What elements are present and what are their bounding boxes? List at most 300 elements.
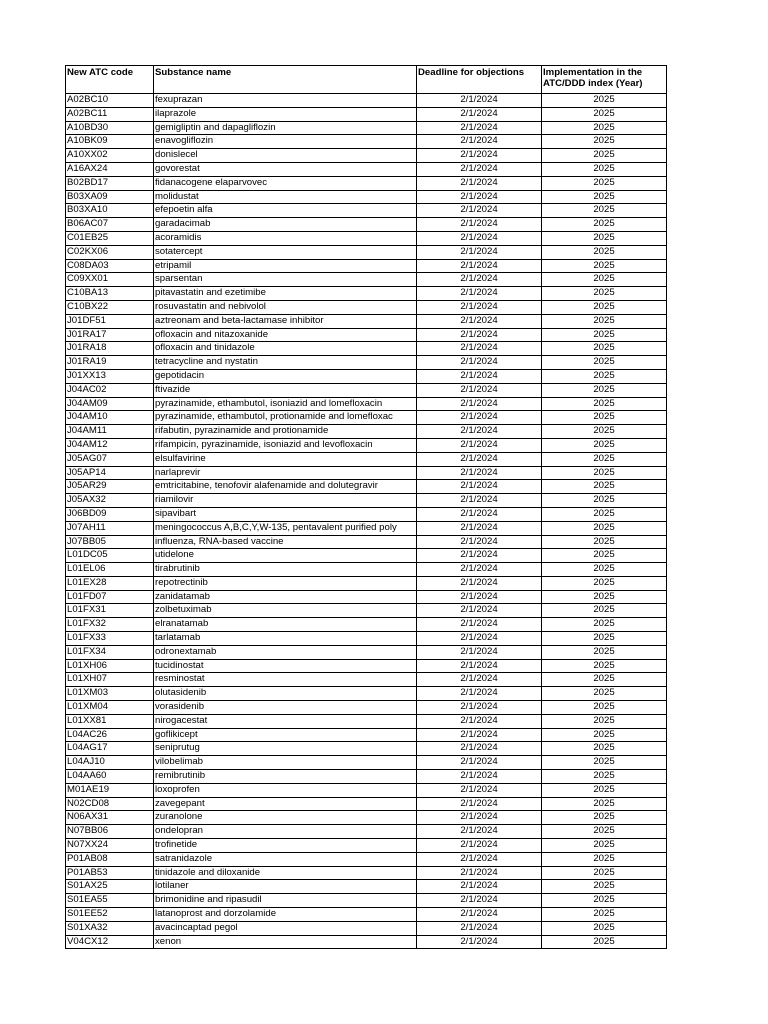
table-row — [66, 411, 667, 425]
table-row — [66, 687, 667, 701]
substance-name-cell: brimonidine and ripasudil — [154, 894, 417, 908]
table-row — [66, 921, 667, 935]
atc-code-cell: A10XX02 — [66, 149, 154, 163]
table-row — [66, 563, 667, 577]
deadline-cell: 2/1/2024 — [417, 852, 542, 866]
substance-name-cell: avacincaptad pegol — [154, 921, 417, 935]
deadline-cell: 2/1/2024 — [417, 770, 542, 784]
implementation-year-cell: 2025 — [542, 480, 667, 494]
table-row — [66, 425, 667, 439]
table-row — [66, 701, 667, 715]
implementation-year-cell: 2025 — [542, 811, 667, 825]
deadline-cell: 2/1/2024 — [417, 342, 542, 356]
substance-name-cell: repotrectinib — [154, 576, 417, 590]
atc-code-cell: J05AR29 — [66, 480, 154, 494]
deadline-cell: 2/1/2024 — [417, 149, 542, 163]
atc-code-cell: N06AX31 — [66, 811, 154, 825]
table-row — [66, 811, 667, 825]
deadline-cell: 2/1/2024 — [417, 563, 542, 577]
atc-code-cell: B03XA10 — [66, 204, 154, 218]
substance-name-cell: zolbetuximab — [154, 604, 417, 618]
implementation-year-cell: 2025 — [542, 107, 667, 121]
substance-name-cell: trofinetide — [154, 839, 417, 853]
deadline-cell: 2/1/2024 — [417, 742, 542, 756]
atc-code-cell: L01EL06 — [66, 563, 154, 577]
substance-name-cell: ondelopran — [154, 825, 417, 839]
atc-code-cell: L01FX33 — [66, 632, 154, 646]
deadline-cell: 2/1/2024 — [417, 162, 542, 176]
atc-code-cell: M01AE19 — [66, 783, 154, 797]
implementation-year-cell: 2025 — [542, 411, 667, 425]
deadline-cell: 2/1/2024 — [417, 728, 542, 742]
atc-code-cell: C09XX01 — [66, 273, 154, 287]
table-row — [66, 231, 667, 245]
table-row — [66, 756, 667, 770]
implementation-year-cell: 2025 — [542, 190, 667, 204]
deadline-cell: 2/1/2024 — [417, 618, 542, 632]
table-row — [66, 190, 667, 204]
atc-code-cell: A16AX24 — [66, 162, 154, 176]
table-row — [66, 149, 667, 163]
implementation-year-cell: 2025 — [542, 742, 667, 756]
substance-name-cell: resminostat — [154, 673, 417, 687]
table-row — [66, 576, 667, 590]
implementation-year-cell: 2025 — [542, 618, 667, 632]
substance-name-cell: rifampicin, pyrazinamide, isoniazid and levofloxacin — [154, 438, 417, 452]
implementation-year-cell: 2025 — [542, 549, 667, 563]
substance-name-cell: olutasidenib — [154, 687, 417, 701]
implementation-year-cell: 2025 — [542, 839, 667, 853]
table-row — [66, 590, 667, 604]
header-deadline: Deadline for objections — [417, 66, 542, 94]
deadline-cell: 2/1/2024 — [417, 107, 542, 121]
substance-name-cell: garadacimab — [154, 218, 417, 232]
table-row — [66, 742, 667, 756]
implementation-year-cell: 2025 — [542, 218, 667, 232]
substance-name-cell: tarlatamab — [154, 632, 417, 646]
substance-name-cell: vilobelimab — [154, 756, 417, 770]
deadline-cell: 2/1/2024 — [417, 756, 542, 770]
substance-name-cell: xenon — [154, 935, 417, 949]
table-row — [66, 728, 667, 742]
atc-code-cell: L04AG17 — [66, 742, 154, 756]
implementation-year-cell: 2025 — [542, 563, 667, 577]
implementation-year-cell: 2025 — [542, 328, 667, 342]
table-row — [66, 507, 667, 521]
table-row — [66, 259, 667, 273]
table-row — [66, 162, 667, 176]
substance-name-cell: enavogliflozin — [154, 135, 417, 149]
atc-code-cell: J07BB05 — [66, 535, 154, 549]
atc-code-cell: L01FX31 — [66, 604, 154, 618]
deadline-cell: 2/1/2024 — [417, 494, 542, 508]
deadline-cell: 2/1/2024 — [417, 811, 542, 825]
deadline-cell: 2/1/2024 — [417, 549, 542, 563]
atc-code-cell: B02BD17 — [66, 176, 154, 190]
table-row — [66, 714, 667, 728]
implementation-year-cell: 2025 — [542, 135, 667, 149]
atc-code-cell: L01XM04 — [66, 701, 154, 715]
atc-code-cell: L01XH06 — [66, 659, 154, 673]
substance-name-cell: rosuvastatin and nebivolol — [154, 300, 417, 314]
substance-name-cell: ofloxacin and nitazoxanide — [154, 328, 417, 342]
table-row — [66, 894, 667, 908]
substance-name-cell: fexuprazan — [154, 94, 417, 108]
deadline-cell: 2/1/2024 — [417, 687, 542, 701]
deadline-cell: 2/1/2024 — [417, 356, 542, 370]
substance-name-cell: elsulfavirine — [154, 452, 417, 466]
deadline-cell: 2/1/2024 — [417, 576, 542, 590]
atc-code-cell: J01RA18 — [66, 342, 154, 356]
substance-name-cell: fidanacogene elaparvovec — [154, 176, 417, 190]
table-row — [66, 466, 667, 480]
deadline-cell: 2/1/2024 — [417, 411, 542, 425]
atc-code-cell: J04AC02 — [66, 383, 154, 397]
deadline-cell: 2/1/2024 — [417, 659, 542, 673]
atc-code-cell: B06AC07 — [66, 218, 154, 232]
atc-code-cell: P01AB53 — [66, 866, 154, 880]
table-row — [66, 218, 667, 232]
table-row — [66, 480, 667, 494]
table-row — [66, 452, 667, 466]
implementation-year-cell: 2025 — [542, 356, 667, 370]
deadline-cell: 2/1/2024 — [417, 397, 542, 411]
table-row — [66, 383, 667, 397]
implementation-year-cell: 2025 — [542, 659, 667, 673]
deadline-cell: 2/1/2024 — [417, 94, 542, 108]
implementation-year-cell: 2025 — [542, 756, 667, 770]
implementation-year-cell: 2025 — [542, 825, 667, 839]
header-implementation-year: Implementation in the ATC/DDD index (Year) — [542, 66, 667, 94]
deadline-cell: 2/1/2024 — [417, 714, 542, 728]
implementation-year-cell: 2025 — [542, 383, 667, 397]
implementation-year-cell: 2025 — [542, 783, 667, 797]
table-row — [66, 176, 667, 190]
atc-code-cell: N07XX24 — [66, 839, 154, 853]
substance-name-cell: goflikicept — [154, 728, 417, 742]
substance-name-cell: sotatercept — [154, 245, 417, 259]
deadline-cell: 2/1/2024 — [417, 921, 542, 935]
table-row — [66, 645, 667, 659]
substance-name-cell: pyrazinamide, ethambutol, isoniazid and lomefloxacin — [154, 397, 417, 411]
substance-name-cell: ofloxacin and tinidazole — [154, 342, 417, 356]
table-row — [66, 673, 667, 687]
implementation-year-cell: 2025 — [542, 314, 667, 328]
substance-name-cell: aztreonam and beta-lactamase inhibitor — [154, 314, 417, 328]
table-row — [66, 770, 667, 784]
implementation-year-cell: 2025 — [542, 507, 667, 521]
atc-code-cell: L01FX34 — [66, 645, 154, 659]
implementation-year-cell: 2025 — [542, 894, 667, 908]
table-row — [66, 300, 667, 314]
deadline-cell: 2/1/2024 — [417, 466, 542, 480]
substance-name-cell: seniprutug — [154, 742, 417, 756]
table-row — [66, 659, 667, 673]
implementation-year-cell: 2025 — [542, 521, 667, 535]
implementation-year-cell: 2025 — [542, 342, 667, 356]
deadline-cell: 2/1/2024 — [417, 190, 542, 204]
table-row — [66, 245, 667, 259]
table-row — [66, 783, 667, 797]
substance-name-cell: zuranolone — [154, 811, 417, 825]
implementation-year-cell: 2025 — [542, 466, 667, 480]
implementation-year-cell: 2025 — [542, 397, 667, 411]
implementation-year-cell: 2025 — [542, 162, 667, 176]
substance-name-cell: rifabutin, pyrazinamide and protionamide — [154, 425, 417, 439]
table-row — [66, 287, 667, 301]
substance-name-cell: emtricitabine, tenofovir alafenamide and dolutegravir — [154, 480, 417, 494]
implementation-year-cell: 2025 — [542, 287, 667, 301]
deadline-cell: 2/1/2024 — [417, 645, 542, 659]
deadline-cell: 2/1/2024 — [417, 935, 542, 949]
deadline-cell: 2/1/2024 — [417, 231, 542, 245]
deadline-cell: 2/1/2024 — [417, 632, 542, 646]
substance-name-cell: nirogacestat — [154, 714, 417, 728]
implementation-year-cell: 2025 — [542, 728, 667, 742]
deadline-cell: 2/1/2024 — [417, 452, 542, 466]
implementation-year-cell: 2025 — [542, 535, 667, 549]
atc-code-cell: S01XA32 — [66, 921, 154, 935]
implementation-year-cell: 2025 — [542, 852, 667, 866]
atc-code-cell: C10BX22 — [66, 300, 154, 314]
substance-name-cell: donislecel — [154, 149, 417, 163]
deadline-cell: 2/1/2024 — [417, 273, 542, 287]
table-row — [66, 632, 667, 646]
deadline-cell: 2/1/2024 — [417, 300, 542, 314]
substance-name-cell: utidelone — [154, 549, 417, 563]
implementation-year-cell: 2025 — [542, 797, 667, 811]
atc-code-cell: L01XX81 — [66, 714, 154, 728]
atc-code-cell: J01RA19 — [66, 356, 154, 370]
implementation-year-cell: 2025 — [542, 425, 667, 439]
substance-name-cell: sparsentan — [154, 273, 417, 287]
deadline-cell: 2/1/2024 — [417, 673, 542, 687]
implementation-year-cell: 2025 — [542, 701, 667, 715]
deadline-cell: 2/1/2024 — [417, 866, 542, 880]
header-atc-code: New ATC code — [66, 66, 154, 94]
atc-code-cell: C08DA03 — [66, 259, 154, 273]
atc-code-cell: A10BK09 — [66, 135, 154, 149]
deadline-cell: 2/1/2024 — [417, 369, 542, 383]
deadline-cell: 2/1/2024 — [417, 425, 542, 439]
atc-code-cell: S01AX25 — [66, 880, 154, 894]
table-row — [66, 107, 667, 121]
implementation-year-cell: 2025 — [542, 231, 667, 245]
implementation-year-cell: 2025 — [542, 632, 667, 646]
substance-name-cell: vorasidenib — [154, 701, 417, 715]
implementation-year-cell: 2025 — [542, 259, 667, 273]
substance-name-cell: odronextamab — [154, 645, 417, 659]
header-row — [66, 66, 667, 94]
table-row — [66, 328, 667, 342]
deadline-cell: 2/1/2024 — [417, 839, 542, 853]
table-row — [66, 825, 667, 839]
table-row — [66, 356, 667, 370]
table-row — [66, 204, 667, 218]
table-row — [66, 866, 667, 880]
substance-name-cell: gepotidacin — [154, 369, 417, 383]
substance-name-cell: etripamil — [154, 259, 417, 273]
atc-code-cell: L01DC05 — [66, 549, 154, 563]
atc-code-cell: L01FD07 — [66, 590, 154, 604]
substance-name-cell: ilaprazole — [154, 107, 417, 121]
deadline-cell: 2/1/2024 — [417, 245, 542, 259]
substance-name-cell: riamilovir — [154, 494, 417, 508]
table-row — [66, 797, 667, 811]
atc-code-cell: A02BC10 — [66, 94, 154, 108]
substance-name-cell: govorestat — [154, 162, 417, 176]
substance-name-cell: meningococcus A,B,C,Y,W-135, pentavalent purified poly — [154, 521, 417, 535]
implementation-year-cell: 2025 — [542, 273, 667, 287]
deadline-cell: 2/1/2024 — [417, 908, 542, 922]
implementation-year-cell: 2025 — [542, 452, 667, 466]
header-substance-name: Substance name — [154, 66, 417, 94]
deadline-cell: 2/1/2024 — [417, 383, 542, 397]
atc-code-cell: C01EB25 — [66, 231, 154, 245]
atc-code-cell: J01DF51 — [66, 314, 154, 328]
atc-code-cell: J04AM12 — [66, 438, 154, 452]
table-row — [66, 604, 667, 618]
atc-code-cell: J01RA17 — [66, 328, 154, 342]
substance-name-cell: gemigliptin and dapagliflozin — [154, 121, 417, 135]
implementation-year-cell: 2025 — [542, 935, 667, 949]
substance-name-cell: remibrutinib — [154, 770, 417, 784]
implementation-year-cell: 2025 — [542, 369, 667, 383]
atc-code-cell: C02KX06 — [66, 245, 154, 259]
deadline-cell: 2/1/2024 — [417, 604, 542, 618]
deadline-cell: 2/1/2024 — [417, 894, 542, 908]
substance-name-cell: elranatamab — [154, 618, 417, 632]
atc-code-cell: J07AH11 — [66, 521, 154, 535]
substance-name-cell: latanoprost and dorzolamide — [154, 908, 417, 922]
deadline-cell: 2/1/2024 — [417, 121, 542, 135]
atc-code-cell: A02BC11 — [66, 107, 154, 121]
table-row — [66, 535, 667, 549]
table-row — [66, 397, 667, 411]
deadline-cell: 2/1/2024 — [417, 783, 542, 797]
substance-name-cell: narlaprevir — [154, 466, 417, 480]
table-row — [66, 273, 667, 287]
substance-name-cell: molidustat — [154, 190, 417, 204]
implementation-year-cell: 2025 — [542, 121, 667, 135]
substance-name-cell: pyrazinamide, ethambutol, protionamide and lomefloxac — [154, 411, 417, 425]
substance-name-cell: influenza, RNA-based vaccine — [154, 535, 417, 549]
implementation-year-cell: 2025 — [542, 438, 667, 452]
deadline-cell: 2/1/2024 — [417, 314, 542, 328]
deadline-cell: 2/1/2024 — [417, 204, 542, 218]
implementation-year-cell: 2025 — [542, 645, 667, 659]
deadline-cell: 2/1/2024 — [417, 590, 542, 604]
deadline-cell: 2/1/2024 — [417, 218, 542, 232]
table-row — [66, 342, 667, 356]
table-row — [66, 521, 667, 535]
deadline-cell: 2/1/2024 — [417, 176, 542, 190]
atc-code-cell: J04AM10 — [66, 411, 154, 425]
implementation-year-cell: 2025 — [542, 590, 667, 604]
table-row — [66, 549, 667, 563]
deadline-cell: 2/1/2024 — [417, 328, 542, 342]
substance-name-cell: loxoprofen — [154, 783, 417, 797]
atc-code-cell: V04CX12 — [66, 935, 154, 949]
atc-code-cell: L01XH07 — [66, 673, 154, 687]
atc-code-cell: J05AP14 — [66, 466, 154, 480]
deadline-cell: 2/1/2024 — [417, 287, 542, 301]
atc-code-cell: J06BD09 — [66, 507, 154, 521]
substance-name-cell: tetracycline and nystatin — [154, 356, 417, 370]
substance-name-cell: zanidatamab — [154, 590, 417, 604]
atc-code-cell: S01EA55 — [66, 894, 154, 908]
substance-name-cell: ftivazide — [154, 383, 417, 397]
atc-code-cell: C10BA13 — [66, 287, 154, 301]
implementation-year-cell: 2025 — [542, 494, 667, 508]
implementation-year-cell: 2025 — [542, 204, 667, 218]
table-row — [66, 135, 667, 149]
substance-name-cell: pitavastatin and ezetimibe — [154, 287, 417, 301]
implementation-year-cell: 2025 — [542, 908, 667, 922]
atc-code-cell: J04AM09 — [66, 397, 154, 411]
deadline-cell: 2/1/2024 — [417, 507, 542, 521]
deadline-cell: 2/1/2024 — [417, 521, 542, 535]
table-row — [66, 438, 667, 452]
table-row — [66, 618, 667, 632]
atc-changes-table — [65, 65, 667, 949]
atc-code-cell: L01FX32 — [66, 618, 154, 632]
atc-code-cell: L01XM03 — [66, 687, 154, 701]
table-row — [66, 494, 667, 508]
table-row — [66, 880, 667, 894]
table-row — [66, 839, 667, 853]
table-row — [66, 852, 667, 866]
substance-name-cell: satranidazole — [154, 852, 417, 866]
atc-code-cell: N02CD08 — [66, 797, 154, 811]
atc-code-cell: L01EX28 — [66, 576, 154, 590]
implementation-year-cell: 2025 — [542, 604, 667, 618]
substance-name-cell: tinidazole and diloxanide — [154, 866, 417, 880]
implementation-year-cell: 2025 — [542, 714, 667, 728]
implementation-year-cell: 2025 — [542, 149, 667, 163]
deadline-cell: 2/1/2024 — [417, 825, 542, 839]
atc-code-cell: L04AJ10 — [66, 756, 154, 770]
implementation-year-cell: 2025 — [542, 94, 667, 108]
deadline-cell: 2/1/2024 — [417, 880, 542, 894]
implementation-year-cell: 2025 — [542, 921, 667, 935]
implementation-year-cell: 2025 — [542, 176, 667, 190]
implementation-year-cell: 2025 — [542, 880, 667, 894]
atc-code-cell: S01EE52 — [66, 908, 154, 922]
implementation-year-cell: 2025 — [542, 576, 667, 590]
implementation-year-cell: 2025 — [542, 673, 667, 687]
substance-name-cell: tirabrutinib — [154, 563, 417, 577]
deadline-cell: 2/1/2024 — [417, 135, 542, 149]
deadline-cell: 2/1/2024 — [417, 480, 542, 494]
table-row — [66, 314, 667, 328]
substance-name-cell: lotilaner — [154, 880, 417, 894]
substance-name-cell: acoramidis — [154, 231, 417, 245]
deadline-cell: 2/1/2024 — [417, 259, 542, 273]
substance-name-cell: sipavibart — [154, 507, 417, 521]
atc-code-cell: B03XA09 — [66, 190, 154, 204]
implementation-year-cell: 2025 — [542, 866, 667, 880]
implementation-year-cell: 2025 — [542, 245, 667, 259]
deadline-cell: 2/1/2024 — [417, 535, 542, 549]
atc-code-cell: J05AG07 — [66, 452, 154, 466]
atc-code-cell: A10BD30 — [66, 121, 154, 135]
atc-code-cell: P01AB08 — [66, 852, 154, 866]
table-row — [66, 121, 667, 135]
atc-code-cell: N07BB06 — [66, 825, 154, 839]
atc-code-cell: L04AC26 — [66, 728, 154, 742]
implementation-year-cell: 2025 — [542, 687, 667, 701]
